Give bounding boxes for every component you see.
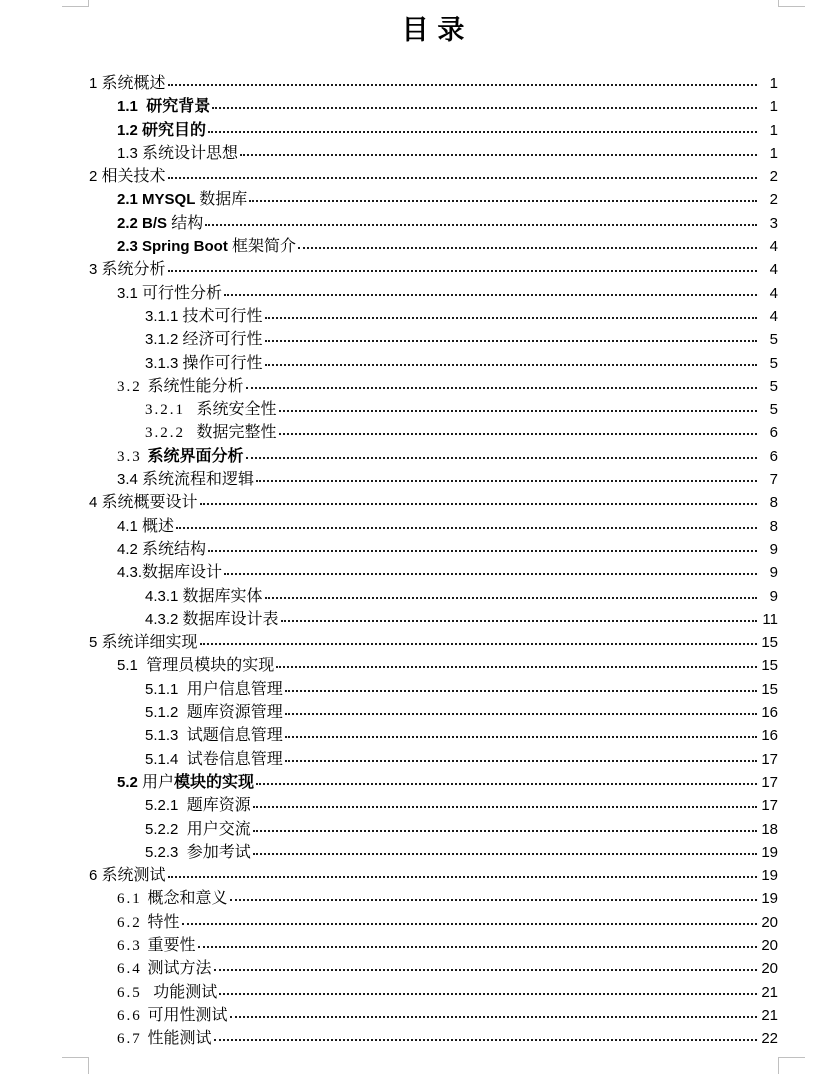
toc-entry-segment: 3.1.3 xyxy=(145,354,183,372)
toc-entry-text xyxy=(89,491,198,514)
toc-entry-segment: 3.2.1 xyxy=(145,402,197,419)
toc-dot-leader xyxy=(265,364,757,366)
toc-entry-text xyxy=(117,445,244,469)
toc-entry-segment: 题库资源管理 xyxy=(186,704,283,722)
toc-entry-segment: 重要性 xyxy=(147,936,196,954)
toc-entry-text xyxy=(117,934,196,958)
toc-entry-segment: 6.6 xyxy=(117,1007,148,1024)
toc-entry-text xyxy=(117,515,174,538)
toc-entry-text xyxy=(117,375,244,399)
toc-dot-leader xyxy=(230,1016,757,1018)
toc-entry-segment: 参加考试 xyxy=(186,843,251,861)
toc-entry-segment: 2.1 MYSQL xyxy=(117,191,200,209)
toc-entry-segment: 技术可行性 xyxy=(182,307,263,325)
toc-page-number: 7 xyxy=(769,471,778,489)
toc-entry[interactable] xyxy=(89,305,778,328)
toc-entry-segment: 测试方法 xyxy=(147,960,212,978)
toc-entry-segment: 1.2 xyxy=(117,121,143,139)
toc-entry-segment: 系统概要设计 xyxy=(101,494,198,512)
toc-entry[interactable] xyxy=(89,538,778,561)
toc-entry[interactable] xyxy=(89,1027,778,1050)
toc-page-number: 20 xyxy=(761,936,778,954)
toc-entry-text xyxy=(117,282,222,305)
toc-entry-segment: 概念和意义 xyxy=(147,890,228,908)
toc-entry[interactable] xyxy=(89,491,778,514)
toc-entry[interactable] xyxy=(89,165,778,188)
toc-dot-leader xyxy=(176,527,757,529)
toc-page-number: 4 xyxy=(769,238,778,256)
toc-dot-leader xyxy=(253,853,757,855)
toc-entry[interactable] xyxy=(89,468,778,491)
toc-dot-leader xyxy=(246,387,757,389)
toc-entry[interactable] xyxy=(89,352,778,375)
toc-entry-segment: 概述 xyxy=(142,517,175,535)
toc-page-number: 9 xyxy=(769,587,778,605)
toc-entry-text xyxy=(117,981,217,1005)
toc-entry-segment: 系统性能分析 xyxy=(147,377,244,395)
toc-entry[interactable] xyxy=(89,375,778,398)
toc-entry-text xyxy=(145,608,279,631)
toc-entry[interactable] xyxy=(89,282,778,305)
toc-dot-leader xyxy=(281,620,757,622)
toc-page-number: 9 xyxy=(769,540,778,558)
toc-entry-text xyxy=(145,585,263,608)
toc-dot-leader xyxy=(246,457,757,459)
toc-page-number: 4 xyxy=(769,284,778,302)
toc-entry-segment: 3.1.1 xyxy=(145,307,183,325)
toc-dot-leader xyxy=(240,154,757,156)
toc-page-number: 22 xyxy=(761,1030,778,1048)
toc-entry-text xyxy=(145,724,283,747)
toc-entry-segment: 特性 xyxy=(147,913,180,931)
toc-page-number: 2 xyxy=(769,191,778,209)
toc-entry-segment: 系统概述 xyxy=(101,75,166,92)
toc-entry-segment: 5.1.3 xyxy=(145,727,187,745)
toc-entry-segment: 数据完整性 xyxy=(196,424,277,442)
toc-page-number: 11 xyxy=(762,610,778,628)
toc-page-number: 1 xyxy=(769,98,778,116)
toc-entry-text xyxy=(117,1004,228,1028)
toc-entry-text xyxy=(117,887,228,911)
toc-page-number: 17 xyxy=(761,773,778,791)
toc-entry[interactable] xyxy=(89,212,778,235)
toc-entry[interactable] xyxy=(89,841,778,864)
toc-entry-segment: 题库资源 xyxy=(186,797,251,815)
toc-page-number: 8 xyxy=(769,517,778,535)
toc-dot-leader xyxy=(200,643,757,645)
toc-page-number: 8 xyxy=(769,494,778,512)
toc-entry[interactable] xyxy=(89,1004,778,1027)
toc-entry-segment: 2.2 B/S xyxy=(117,214,172,232)
toc-entry-segment: 可行性分析 xyxy=(142,284,223,302)
toc-page-number: 5 xyxy=(769,354,778,372)
toc-entry-segment: 1 xyxy=(89,75,102,92)
toc-entry-segment: 经济可行性 xyxy=(182,331,263,349)
toc-dot-leader xyxy=(253,806,757,808)
toc-entry-segment: 可用性测试 xyxy=(147,1006,228,1024)
toc-entry-text xyxy=(117,771,254,794)
toc-page-number: 18 xyxy=(761,820,778,838)
toc-entry-text xyxy=(117,142,238,165)
toc-entry-segment: 3.2.2 xyxy=(145,425,197,442)
toc-entry-text xyxy=(145,794,251,817)
toc-entry-segment: 5.1.4 xyxy=(145,750,187,768)
toc-page-number: 5 xyxy=(769,377,778,395)
toc-page-number: 15 xyxy=(761,680,778,698)
toc-entry[interactable] xyxy=(89,748,778,771)
toc-entry-text xyxy=(145,818,251,841)
toc-entry-segment: 5.2.2 xyxy=(145,820,187,838)
toc-entry[interactable] xyxy=(89,421,778,444)
toc-entry-text xyxy=(117,911,180,935)
toc-dot-leader xyxy=(230,899,757,901)
toc-page-number: 19 xyxy=(761,867,778,885)
toc-page-number: 5 xyxy=(769,331,778,349)
toc-entry-segment: 试卷信息管理 xyxy=(186,750,283,768)
toc-entry-segment: 6.3 xyxy=(117,937,148,954)
toc-entry[interactable] xyxy=(89,119,778,142)
toc-dot-leader xyxy=(249,200,757,202)
toc-entry-text xyxy=(145,701,283,724)
text-boundary-mark-bottom-right xyxy=(778,1057,805,1074)
toc-page-number: 19 xyxy=(761,890,778,908)
toc-page-number: 15 xyxy=(761,634,778,652)
toc-entry-segment: 6.7 xyxy=(117,1031,148,1048)
toc-entry-text xyxy=(117,212,203,235)
toc-entry-text xyxy=(117,119,206,142)
toc-entry-text xyxy=(117,654,274,677)
toc-entry-segment: 系统详细实现 xyxy=(101,634,198,652)
toc-entry-text xyxy=(117,538,206,561)
toc-entry-segment: 6.1 xyxy=(117,891,148,908)
toc-entry-segment: 研究背景 xyxy=(146,98,211,116)
toc-dot-leader xyxy=(214,1039,757,1041)
toc-entry-text xyxy=(117,561,222,584)
toc-dot-leader xyxy=(285,736,757,738)
toc-entry-text xyxy=(145,841,251,864)
toc-page-number: 17 xyxy=(761,797,778,815)
toc-entry[interactable] xyxy=(89,771,778,794)
toc-page-number: 16 xyxy=(761,704,778,722)
toc-dot-leader xyxy=(168,84,757,86)
toc-page-number: 4 xyxy=(769,261,778,279)
toc-entry[interactable] xyxy=(89,701,778,724)
toc-entry-segment: 数据库设计表 xyxy=(182,610,279,628)
toc-page-number: 17 xyxy=(761,750,778,768)
toc-entry[interactable] xyxy=(89,398,778,421)
toc-entry-segment: 3.1 xyxy=(117,284,143,302)
toc-page-number: 19 xyxy=(761,843,778,861)
toc-entry[interactable] xyxy=(89,957,778,980)
toc-entry[interactable] xyxy=(89,981,778,1004)
toc-entry-segment: 操作可行性 xyxy=(182,354,263,372)
toc-entry-segment: 用户信息管理 xyxy=(186,680,283,698)
toc-entry-segment: 试题信息管理 xyxy=(186,727,283,745)
toc-dot-leader xyxy=(276,666,757,668)
toc-entry[interactable] xyxy=(89,72,778,95)
toc-dot-leader xyxy=(212,107,757,109)
toc-entry-text xyxy=(145,328,263,351)
toc-entry[interactable] xyxy=(89,911,778,934)
toc-entry-segment: 3.1.2 xyxy=(145,331,183,349)
toc-entry-segment: 5.1.2 xyxy=(145,704,187,722)
text-boundary-mark-bottom-left xyxy=(62,1057,89,1074)
toc-entry-text xyxy=(117,235,296,258)
toc-entry-segment: 性能测试 xyxy=(147,1030,212,1048)
toc-dot-leader xyxy=(168,270,757,272)
toc-entry-segment: 系统结构 xyxy=(142,540,207,558)
toc-dot-leader xyxy=(198,946,757,948)
toc-entry-segment: 功能测试 xyxy=(153,983,218,1001)
toc-entry-text xyxy=(145,748,283,771)
toc-entry-segment: 系统界面分析 xyxy=(147,447,244,465)
toc-entry-text xyxy=(117,188,247,211)
toc-dot-leader xyxy=(208,550,757,552)
toc-dot-leader xyxy=(265,597,757,599)
toc-page-number: 2 xyxy=(769,168,778,186)
toc-entry-segment: 6 xyxy=(89,867,102,885)
toc-entry-text xyxy=(89,631,198,654)
toc-entry-segment: 数据库 xyxy=(199,191,248,209)
toc-dot-leader xyxy=(279,433,757,435)
toc-page-number: 9 xyxy=(769,564,778,582)
text-boundary-mark-top-right xyxy=(778,0,805,7)
toc-dot-leader xyxy=(256,480,757,482)
toc-entry[interactable] xyxy=(89,188,778,211)
toc-entry[interactable] xyxy=(89,235,778,258)
toc-entry-segment: 系统安全性 xyxy=(196,401,277,419)
toc-entry-segment: 系统分析 xyxy=(101,261,166,279)
toc-entry-segment: 2 xyxy=(89,168,102,186)
toc-entry-segment: 5.2.3 xyxy=(145,843,187,861)
toc-entry[interactable] xyxy=(89,95,778,118)
toc-entry-text xyxy=(145,305,263,328)
page-title: 目 录 xyxy=(401,15,466,45)
toc-entry[interactable] xyxy=(89,724,778,747)
toc-dot-leader xyxy=(279,410,757,412)
toc-entry[interactable] xyxy=(89,818,778,841)
toc-dot-leader xyxy=(182,923,757,925)
toc-entry-segment: 5.2 xyxy=(117,773,143,791)
toc-entry-segment: 3.4 xyxy=(117,471,143,489)
toc-dot-leader xyxy=(219,993,757,995)
toc-entry-segment: 4.1 xyxy=(117,517,143,535)
toc-entry[interactable] xyxy=(89,561,778,584)
toc-page-number: 1 xyxy=(769,75,778,92)
toc-page-number: 21 xyxy=(761,1006,778,1024)
toc-dot-leader xyxy=(298,247,757,249)
toc-dot-leader xyxy=(256,783,757,785)
toc-entry[interactable] xyxy=(89,142,778,165)
toc-entry[interactable] xyxy=(89,678,778,701)
toc-entry[interactable] xyxy=(89,654,778,677)
toc-page-number: 20 xyxy=(761,960,778,978)
toc-dot-leader xyxy=(265,340,757,342)
toc-entry-text xyxy=(145,678,283,701)
toc-entry[interactable] xyxy=(89,631,778,654)
toc-entry[interactable] xyxy=(89,258,778,281)
toc-page-number: 4 xyxy=(769,307,778,325)
toc-page-number: 5 xyxy=(769,401,778,419)
toc-page-number: 15 xyxy=(761,657,778,675)
toc-entry-segment: 5 xyxy=(89,634,102,652)
toc-page-number: 6 xyxy=(769,447,778,465)
toc-entry-segment: 4 xyxy=(89,494,102,512)
toc-entry-segment: 相关技术 xyxy=(101,168,166,186)
toc-entry-text xyxy=(117,957,212,981)
toc-dot-leader xyxy=(285,690,757,692)
toc-dot-leader xyxy=(224,573,757,575)
toc-entry-text xyxy=(117,95,210,118)
toc-entry-segment: 管理员模块的实现 xyxy=(146,657,275,675)
toc-entry-segment: 数据库设计 xyxy=(142,564,223,582)
toc-entry-segment: 5.1 xyxy=(117,657,147,675)
toc-entry-segment: 4.3.2 xyxy=(145,610,183,628)
toc-entry-segment: 1.1 xyxy=(117,98,147,116)
toc-entry-text xyxy=(89,72,166,95)
toc-entry[interactable] xyxy=(89,864,778,887)
toc-entry-segment: 5.1.1 xyxy=(145,680,187,698)
toc-entry-segment: 结构 xyxy=(171,214,204,232)
toc-entry[interactable] xyxy=(89,445,778,468)
toc-list xyxy=(89,72,778,1050)
toc-entry-segment: 框架简介 xyxy=(232,238,297,256)
toc-entry-text xyxy=(89,165,166,188)
toc-entry-segment: 6.2 xyxy=(117,914,148,931)
toc-entry-segment: 4.3.1 xyxy=(145,587,183,605)
toc-entry[interactable] xyxy=(89,887,778,910)
text-area xyxy=(89,7,778,1050)
toc-dot-leader xyxy=(224,294,757,296)
toc-page-number: 3 xyxy=(769,214,778,232)
toc-page-number: 21 xyxy=(761,983,778,1001)
toc-entry[interactable] xyxy=(89,328,778,351)
toc-dot-leader xyxy=(285,760,757,762)
toc-entry-text xyxy=(89,864,166,887)
toc-entry-text xyxy=(145,398,277,422)
toc-entry-segment: 1.3 xyxy=(117,144,143,162)
toc-dot-leader xyxy=(205,224,757,226)
toc-dot-leader xyxy=(253,830,757,832)
toc-dot-leader xyxy=(265,317,757,319)
toc-entry-text xyxy=(145,421,277,445)
toc-entry-segment: 系统设计思想 xyxy=(142,144,239,162)
toc-entry-segment: 6.4 xyxy=(117,961,148,978)
toc-entry-segment: 3.3 xyxy=(117,448,148,465)
toc-entry-segment: 系统测试 xyxy=(101,867,166,885)
toc-entry[interactable] xyxy=(89,934,778,957)
toc-entry-segment: 系统流程和逻辑 xyxy=(142,471,255,489)
toc-entry-segment: 用户交流 xyxy=(186,820,251,838)
toc-entry-segment: 4.2 xyxy=(117,540,143,558)
toc-entry-segment: 6.5 xyxy=(117,984,154,1001)
toc-entry[interactable] xyxy=(89,585,778,608)
toc-entry-segment: 3 xyxy=(89,261,102,279)
toc-page-number: 6 xyxy=(769,424,778,442)
toc-entry-text xyxy=(117,468,254,491)
toc-dot-leader xyxy=(168,177,757,179)
text-boundary-mark-top-left xyxy=(62,0,89,7)
toc-entry-segment: 2.3 Spring Boot xyxy=(117,238,233,256)
toc-entry-text xyxy=(117,1027,212,1051)
toc-entry-segment: 研究目的 xyxy=(142,121,207,139)
toc-page-number: 20 xyxy=(761,913,778,931)
toc-entry[interactable] xyxy=(89,515,778,538)
toc-entry-segment: 5.2.1 xyxy=(145,797,187,815)
toc-dot-leader xyxy=(214,969,757,971)
toc-entry-text xyxy=(145,352,263,375)
toc-dot-leader xyxy=(285,713,757,715)
toc-entry-text xyxy=(89,258,166,281)
toc-dot-leader xyxy=(168,876,757,878)
toc-entry-segment: 用户 xyxy=(142,773,175,791)
toc-page-number: 1 xyxy=(769,144,778,162)
toc-entry-segment: 3.2 xyxy=(117,378,148,395)
toc-entry[interactable] xyxy=(89,608,778,631)
toc-dot-leader xyxy=(208,131,757,133)
toc-entry-segment: 模块的实现 xyxy=(174,773,255,791)
toc-page-number: 16 xyxy=(761,727,778,745)
toc-dot-leader xyxy=(200,503,757,505)
toc-page-number: 1 xyxy=(769,121,778,139)
toc-entry-segment: 数据库实体 xyxy=(182,587,263,605)
toc-entry-segment: 4.3. xyxy=(117,564,143,582)
toc-entry[interactable] xyxy=(89,794,778,817)
